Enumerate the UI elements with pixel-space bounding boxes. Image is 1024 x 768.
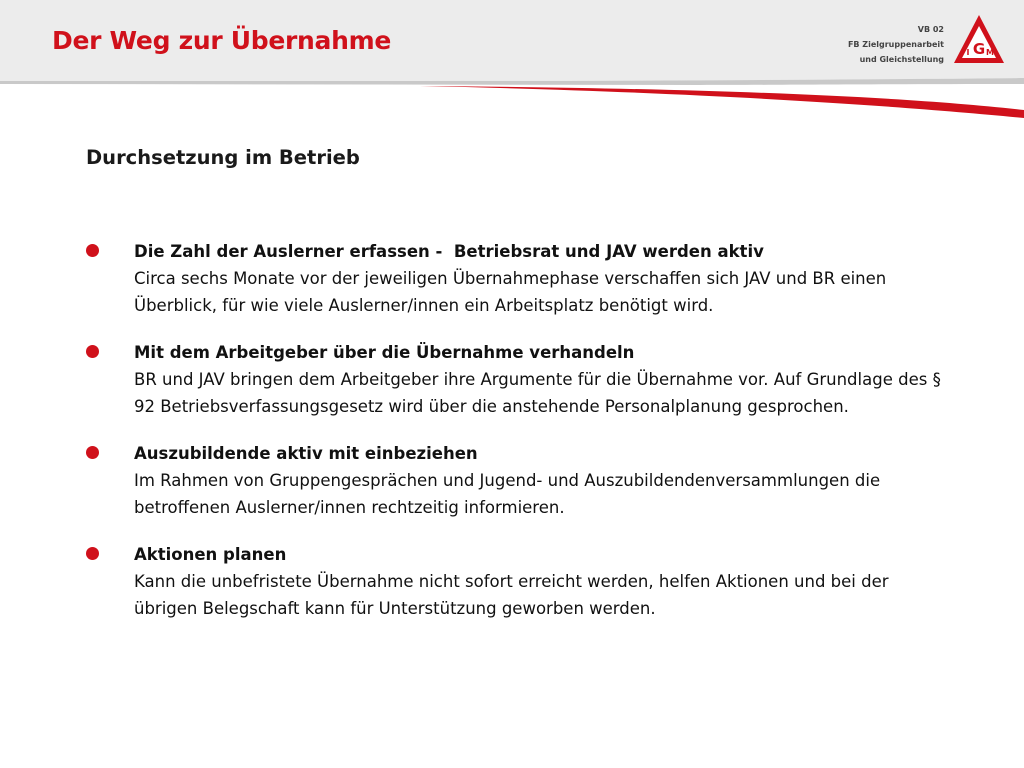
bullet-body: Circa sechs Monate vor der jeweiligen Übernahmephase verschaffen sich JAV und BR einen Überblick, für wie viele Auslerner/innen ein Arbeitsplatz benötigt wird. [134,269,887,315]
bullet-body: BR und JAV bringen dem Arbeitgeber ihre Argumente für die Übernahme vor. Auf Grundlage des § 92 Betriebsverfassungsgesetz wird über die anstehende Personalplanung gesprochen. [134,370,941,416]
bullet-dot-icon [86,244,99,257]
ig-metall-logo-icon [953,14,1005,66]
svg-text:G: G [972,40,986,58]
svg-text:I: I [966,48,970,57]
bullet-heading: Auszubildende aktiv mit einbeziehen [134,444,478,463]
department-label [848,22,944,67]
bullet-heading: Aktionen planen [134,545,287,564]
bullet-item [86,541,946,622]
bullet-list [86,238,946,642]
bullet-dot-icon [86,345,99,358]
svg-text:M: M [986,48,994,57]
bullet-dot-icon [86,446,99,459]
bullet-item [86,339,946,420]
bullet-item [86,238,946,319]
section-title: Durchsetzung im Betrieb [86,146,360,169]
dept-line-2: FB Zielgruppenarbeit [847,40,944,49]
bullet-heading: Mit dem Arbeitgeber über die Übernahme verhandeln [134,343,635,362]
bullet-heading: Die Zahl der Auslerner erfassen - Betriebsrat und JAV werden aktiv [134,242,764,261]
bullet-item [86,440,946,521]
bullet-dot-icon [86,547,99,560]
bullet-body: Kann die unbefristete Übernahme nicht sofort erreicht werden, helfen Aktionen und bei der übrigen Belegschaft kann für Unterstützung geworben werden. [134,572,889,618]
bullet-body: Im Rahmen von Gruppengesprächen und Jugend- und Auszubildendenversammlungen die betroffenen Auslerner/innen rechtzeitig informieren. [134,471,881,517]
page-title: Der Weg zur Übernahme [52,26,392,55]
dept-line-1: VB 02 [917,25,944,34]
dept-line-3: und Gleichstellung [859,55,944,64]
